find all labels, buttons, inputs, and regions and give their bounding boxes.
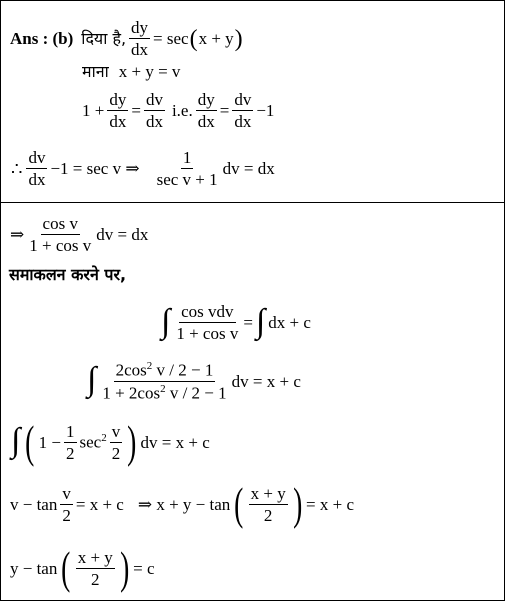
dy-dx-fraction: $\frac{dy}{dx}$ bbox=[131, 18, 149, 59]
therefore-symbol: ∴ bbox=[11, 158, 23, 179]
integral-symbol: ∫ bbox=[87, 361, 97, 399]
integral-line-3: ∫ ( 1 − $\frac{1}{2}$ $\sec^2$ $\frac{v}{2}$ ) dv = x + c bbox=[11, 416, 210, 467]
integral-line-1: ∫ $\frac{\text{cos vdv}}{\text{1 + cos v}}$ = ∫ dx + c bbox=[161, 302, 311, 343]
integral-line-2: ∫ $\frac{2\cos^2 v / 2 - 1}{1 + 2\cos^2 v / 2 - 1}$ dv = x + c bbox=[87, 360, 301, 403]
sec-text: = sec bbox=[153, 29, 189, 48]
integral-symbol: ∫ bbox=[161, 302, 171, 340]
given-text: दिया है, bbox=[81, 28, 127, 48]
integrating-text: समाकलन करने पर, bbox=[9, 265, 127, 284]
derivative-line: 1 + $\frac{dy}{dx}$ = $\frac{dv}{dx}$ i.e. $\frac{dy}{dx}$ = $\frac{dv}{dx}$ −1 bbox=[82, 90, 275, 131]
let-text: माना bbox=[82, 61, 109, 81]
integral-symbol: ∫ bbox=[11, 422, 21, 459]
therefore-line: ∴ $\frac{dv}{dx}$ −1 = sec v ⇒ $\frac{1}{\text{sec v + 1}}$ dv = dx bbox=[11, 148, 275, 189]
answer-line: Ans : (b) दिया है, $\frac{dy}{dx}$ = sec ( x + y ) bbox=[10, 18, 243, 59]
substitution-line: माना x + y = v bbox=[82, 61, 181, 81]
result-line: v − tan $\frac{v}{2}$ = x + c ⇒ x + y − tan ( $\frac{x + y}{2}$ ) = x + c bbox=[10, 478, 355, 529]
answer-label: Ans : (b) bbox=[10, 29, 74, 48]
integral-symbol: ∫ bbox=[255, 302, 266, 340]
cos-fraction-line: ⇒ $\frac{\text{cos v}}{\text{1 + cos v}}$ dv = dx bbox=[10, 214, 149, 255]
section-divider bbox=[1, 202, 504, 203]
final-answer-line: y − tan ( $\frac{x + y}{2}$ ) = c bbox=[10, 542, 155, 593]
